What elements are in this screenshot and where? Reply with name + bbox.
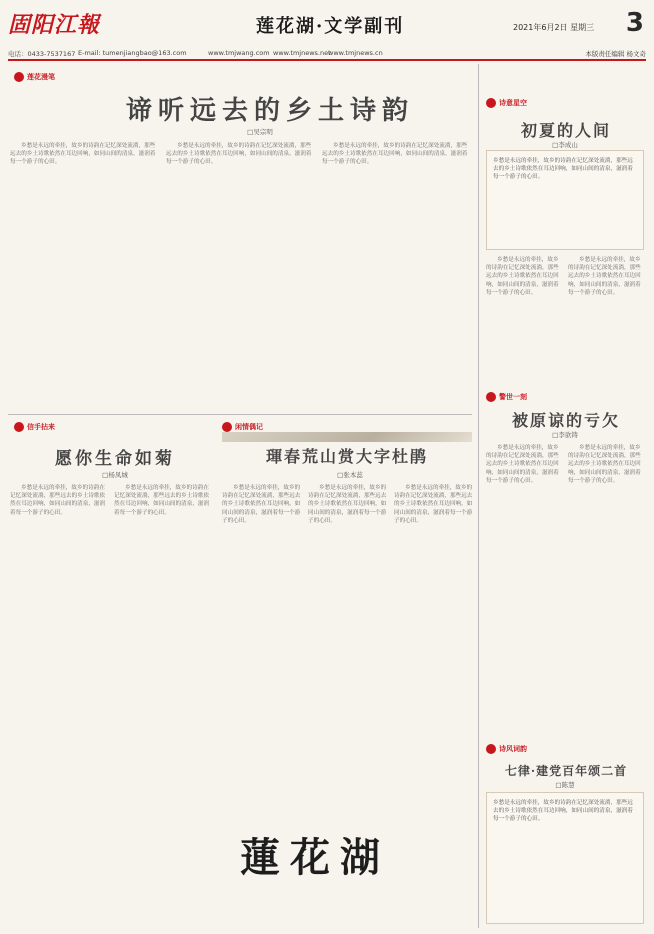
section-dot-icon [486, 744, 496, 754]
section-dot-icon [486, 392, 496, 402]
contact-bar [8, 48, 646, 61]
website-2[interactable]: www.tmjnews.net [273, 49, 331, 57]
poem-byline-bottom: □陈慧 [555, 781, 575, 789]
issue-date: 2021年6月2日 星期三 [513, 23, 595, 32]
section-label: 诗意星空 [499, 99, 527, 107]
website-1[interactable]: www.tmjwang.com [208, 49, 270, 57]
section-dot-icon [14, 72, 24, 82]
article-title-main: 谛听远去的乡土诗韵 [125, 96, 414, 126]
calligraphy-title: 蓮花湖 [240, 834, 390, 881]
poem-box [486, 792, 644, 924]
article-title-letter: 愿你生命如菊 [55, 449, 175, 469]
section-badge-poem2 [486, 742, 527, 756]
divider [8, 414, 472, 415]
article-column: 乡愁是永远的牵挂，故乡的诗韵在记忆深处流淌，那些远去的乡土诗歌依然在耳边回响，如同山间的清泉，滋润着每一个游子的心田。 [486, 257, 559, 296]
article-column: 乡愁是永远的牵挂，故乡的诗韵在记忆深处流淌，那些远去的乡土诗歌依然在耳边回响，如同山间的清泉，滋润着每一个游子的心田。 [114, 485, 210, 516]
section-label: 信手拈来 [27, 423, 55, 431]
article-column: 乡愁是永远的牵挂，故乡的诗韵在记忆深处流淌，那些远去的乡土诗歌依然在耳边回响，如同山间的清泉，滋润着每一个游子的心田。 [222, 485, 301, 524]
article-column: 乡愁是永远的牵挂，故乡的诗韵在记忆深处流淌，那些远去的乡土诗歌依然在耳边回响，如同山间的清泉，滋润着每一个游子的心田。 [568, 257, 641, 296]
section-badge-main [14, 70, 55, 84]
page-number: 3 [625, 8, 644, 38]
article-column: 乡愁是永远的牵挂，故乡的诗韵在记忆深处流淌，那些远去的乡土诗歌依然在耳边回响，如同山间的清泉，滋润着每一个游子的心田。 [10, 143, 156, 166]
article-title-right2: 被原谅的亏欠 [511, 411, 620, 430]
poem-text: 乡愁是永远的牵挂，故乡的诗韵在记忆深处流淌，那些远去的乡土诗歌依然在耳边回响，如同山间的清泉，滋润着每一个游子的心田。 [493, 800, 633, 822]
article-byline-photo: □张本蕊 [337, 471, 363, 479]
section-badge-letter [14, 420, 55, 434]
section-label: 闲情偶记 [235, 423, 263, 431]
poem-box [486, 150, 644, 250]
article-column: 乡愁是永远的牵挂，故乡的诗韵在记忆深处流淌，那些远去的乡土诗歌依然在耳边回响，如同山间的清泉，滋润着每一个游子的心田。 [394, 485, 473, 524]
website-3[interactable]: www.tmjnews.cn [328, 49, 383, 57]
article-title-photo: 琿春荒山赏大字杜鹃 [265, 447, 428, 466]
newspaper-logo: 固阳江報 [8, 12, 101, 38]
poem-title: 初夏的人间 [520, 121, 611, 140]
poem-text: 乡愁是永远的牵挂，故乡的诗韵在记忆深处流淌，那些远去的乡土诗歌依然在耳边回响，如同山间的清泉，滋润着每一个游子的心田。 [493, 158, 633, 180]
section-dot-icon [14, 422, 24, 432]
section-dot-icon [486, 98, 496, 108]
section-badge-right2 [486, 390, 527, 404]
article-column: 乡愁是永远的牵挂，故乡的诗韵在记忆深处流淌，那些远去的乡土诗歌依然在耳边回响，如同山间的清泉，滋润着每一个游子的心田。 [308, 485, 387, 524]
header-photo [222, 432, 472, 442]
editor-credit: 本版责任编辑 杨文奇 [585, 50, 646, 58]
section-badge-poem [486, 96, 527, 110]
page-title: 莲花湖·文学副刊 [256, 16, 405, 37]
article-column: 乡愁是永远的牵挂，故乡的诗韵在记忆深处流淌，那些远去的乡土诗歌依然在耳边回响，如同山间的清泉，滋润着每一个游子的心田。 [486, 445, 559, 484]
masthead [8, 8, 646, 44]
article-column: 乡愁是永远的牵挂，故乡的诗韵在记忆深处流淌，那些远去的乡土诗歌依然在耳边回响，如同山间的清泉，滋润着每一个游子的心田。 [166, 143, 312, 166]
contact-email: E-mail: tumenjiangbao@163.com [78, 49, 187, 57]
section-label: 警世一刻 [499, 393, 527, 401]
contact-phone: 电话：0433-7537167 [8, 50, 76, 58]
section-label: 诗风词韵 [499, 745, 527, 753]
section-dot-icon [222, 422, 232, 432]
article-byline-main: □吴宗明 [247, 128, 273, 136]
article-byline-right2: □李欲铸 [552, 431, 578, 439]
poem-title-bottom: 七律·建党百年颂二首 [504, 764, 628, 778]
article-column: 乡愁是永远的牵挂，故乡的诗韵在记忆深处流淌，那些远去的乡土诗歌依然在耳边回响，如同山间的清泉，滋润着每一个游子的心田。 [10, 485, 106, 516]
article-byline-letter: □杨凤城 [102, 471, 128, 479]
section-label: 莲花漫笔 [27, 73, 55, 81]
article-column: 乡愁是永远的牵挂，故乡的诗韵在记忆深处流淌，那些远去的乡土诗歌依然在耳边回响，如同山间的清泉，滋润着每一个游子的心田。 [322, 143, 468, 166]
column-divider [478, 64, 479, 928]
article-column: 乡愁是永远的牵挂，故乡的诗韵在记忆深处流淌，那些远去的乡土诗歌依然在耳边回响，如同山间的清泉，滋润着每一个游子的心田。 [568, 445, 641, 484]
poem-byline: □李成山 [552, 141, 578, 149]
